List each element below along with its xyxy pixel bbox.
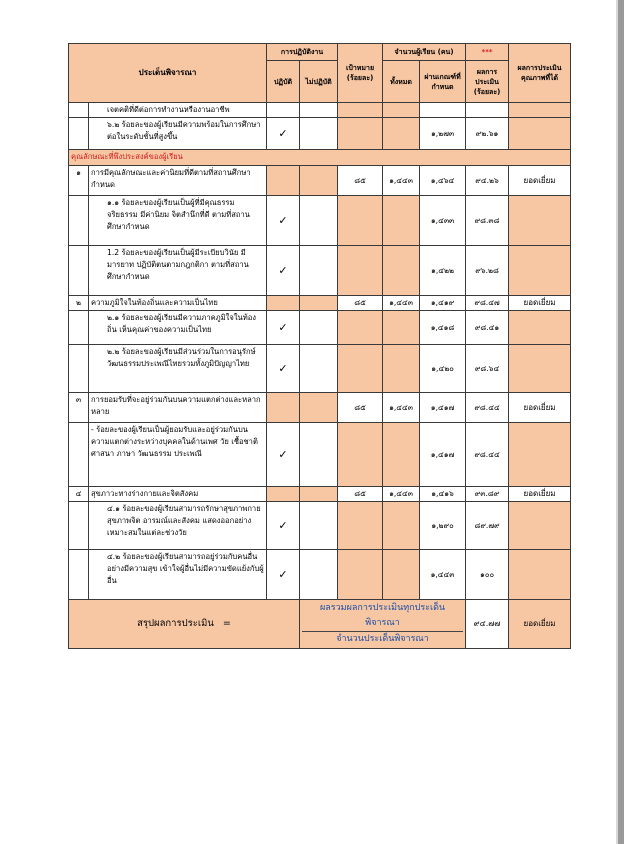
section-title: คุณลักษณะที่พึงประสงค์ของผู้เรียน: [69, 150, 571, 166]
criteria-text: 1.2 ร้อยละของผู้เรียนเป็นผู้มีระเบียบวินัย มีมารยาท ปฏิบัติตนตามกฎกติกา ตามที่สถานศึกษากำหนด: [89, 246, 267, 296]
criteria-number: [69, 550, 89, 600]
header-total: ทั้งหมด: [383, 61, 420, 103]
sub-criteria-row: [69, 103, 571, 118]
total-value: ๑,๔๔๓: [383, 487, 420, 502]
criteria-text: ๒.๒ ร้อยละของผู้เรียนมีส่วนร่วมในการอนุรักษ์วัฒนธรรมประเพณีไทยรวมทั้งภูมิปัญญาไทย: [89, 345, 267, 393]
passed-value: ๑,๔๑๙: [420, 296, 466, 311]
target-value: [338, 118, 383, 150]
not-practiced-cell: [300, 311, 338, 345]
criteria-text: การมีคุณลักษณะและค่านิยมที่ดีตามที่สถานศึกษากำหนด: [89, 166, 267, 196]
sub-criteria-row: [69, 118, 571, 150]
total-value: ๑,๔๔๓: [383, 393, 420, 423]
not-practiced-cell: [300, 487, 338, 502]
sub-criteria-row: [69, 246, 571, 296]
total-value: [383, 423, 420, 487]
sub-criteria-row: [69, 345, 571, 393]
criteria-number: [69, 311, 89, 345]
criteria-number: [69, 103, 89, 118]
passed-value: ๑,๔๑๗: [420, 423, 466, 487]
criteria-number: [69, 423, 89, 487]
not-practiced-cell: [300, 118, 338, 150]
quality-value: [509, 246, 571, 296]
total-value: ๑,๔๔๓: [383, 166, 420, 196]
header-practice-group: การปฏิบัติงาน: [267, 44, 338, 61]
header-practiced: ปฏิบัติ: [267, 61, 300, 103]
practiced-cell: [267, 393, 300, 423]
practiced-check: ✓: [267, 423, 300, 487]
quality-value: ยอดเยี่ยม: [509, 487, 571, 502]
table-body: [69, 103, 571, 600]
not-practiced-cell: [300, 296, 338, 311]
summary-equals: =: [222, 618, 231, 629]
total-value: ๑,๔๔๓: [383, 296, 420, 311]
criteria-number: [69, 345, 89, 393]
evaluation-table: [68, 43, 571, 649]
practiced-check: ✓: [267, 196, 300, 246]
criteria-number: ๔: [69, 487, 89, 502]
passed-value: ๑,๔๒๒: [420, 246, 466, 296]
total-value: [383, 311, 420, 345]
practiced-check: ✓: [267, 311, 300, 345]
criteria-text: การยอมรับที่จะอยู่ร่วมกันบนความแตกต่างและหลากหลาย: [89, 393, 267, 423]
header-eval-result: ผลการประเมิน (ร้อยละ): [466, 61, 509, 103]
header-students-group: จำนวนผู้เรียน (คน): [383, 44, 466, 61]
passed-value: ๑,๔๑๗: [420, 393, 466, 423]
not-practiced-cell: [300, 345, 338, 393]
result-value: ๙๓.๘๙: [466, 487, 509, 502]
target-value: [338, 550, 383, 600]
result-value: ๙๘.๓๘: [466, 196, 509, 246]
criteria-text: สุขภาวะทางร่างกายและจิตสังคม: [89, 487, 267, 502]
quality-value: [509, 103, 571, 118]
summary-numerator: ผลรวมผลการประเมินทุกประเด็นพิจารณา: [302, 601, 463, 632]
passed-value: ๑,๒๗๓: [420, 118, 466, 150]
practiced-check: [267, 103, 300, 118]
header-stars: ***: [466, 44, 509, 61]
total-value: [383, 345, 420, 393]
header-criteria: ประเด็นพิจารณา: [69, 44, 267, 103]
result-value: ๙๖.๒๘: [466, 246, 509, 296]
summary-title-cell: [69, 600, 300, 649]
target-value: [338, 246, 383, 296]
sub-criteria-row: [69, 550, 571, 600]
result-value: [466, 103, 509, 118]
criteria-number: [69, 118, 89, 150]
not-practiced-cell: [300, 246, 338, 296]
target-value: ๘๕: [338, 166, 383, 196]
quality-value: [509, 345, 571, 393]
result-value: ๙๘.๔๔: [466, 393, 509, 423]
not-practiced-cell: [300, 166, 338, 196]
main-criteria-row: [69, 166, 571, 196]
passed-value: [420, 103, 466, 118]
sub-criteria-row: [69, 311, 571, 345]
criteria-text: เจตคติที่ดีต่อการทำงานหรืองานอาชีพ: [89, 103, 267, 118]
quality-value: [509, 196, 571, 246]
quality-value: ยอดเยี่ยม: [509, 393, 571, 423]
target-value: ๘๕: [338, 393, 383, 423]
page-edge: [618, 0, 624, 844]
practiced-cell: [267, 166, 300, 196]
total-value: [383, 246, 420, 296]
criteria-number: [69, 196, 89, 246]
total-value: [383, 196, 420, 246]
practiced-check: ✓: [267, 502, 300, 550]
not-practiced-cell: [300, 393, 338, 423]
result-value: ๙๘.๖๔: [466, 345, 509, 393]
passed-value: ๑,๔๔๓: [420, 550, 466, 600]
summary-formula: [300, 600, 466, 649]
quality-value: [509, 423, 571, 487]
sub-criteria-row: [69, 502, 571, 550]
passed-value: ๑,๔๓๓: [420, 196, 466, 246]
sub-criteria-row: [69, 423, 571, 487]
practiced-cell: [267, 296, 300, 311]
criteria-text: - ร้อยละของผู้เรียนเป็นผู้ยอมรับและอยู่ร่วมกันบนความแตกต่างระหว่างบุคคลในด้านเพศ วัย เชื้อชาติ ศาสนา ภาษา วัฒนธรรม ประเพณี: [89, 423, 267, 487]
summary-result: ๙๔.๗๗: [466, 600, 509, 649]
practiced-cell: [267, 487, 300, 502]
result-value: ๙๘.๔๔: [466, 423, 509, 487]
target-value: [338, 423, 383, 487]
header-passed: ผ่านเกณฑ์ที่กำหนด: [420, 61, 466, 103]
main-criteria-row: [69, 296, 571, 311]
quality-value: [509, 550, 571, 600]
summary-row: [69, 600, 571, 649]
quality-value: [509, 311, 571, 345]
result-value: ๙๘.๔๗: [466, 296, 509, 311]
target-value: [338, 196, 383, 246]
target-value: [338, 311, 383, 345]
sub-criteria-row: [69, 196, 571, 246]
header-target: เป้าหมาย (ร้อยละ): [338, 44, 383, 103]
total-value: [383, 103, 420, 118]
practiced-check: ✓: [267, 345, 300, 393]
criteria-text: ๑.๑ ร้อยละของผู้เรียนเป็นผู้ที่มีคุณธรรม จริยธรรม มีค่านิยม จิตสำนึกที่ดี ตามที่สถานศึกษากำหนด: [89, 196, 267, 246]
summary-quality: ยอดเยี่ยม: [509, 600, 571, 649]
criteria-text: ๖.๒ ร้อยละของผู้เรียนมีความพร้อมในการศึกษาต่อในระดับชั้นที่สูงขึ้น: [89, 118, 267, 150]
quality-value: ยอดเยี่ยม: [509, 166, 571, 196]
practiced-check: ✓: [267, 246, 300, 296]
header-not-practiced: ไม่ปฏิบัติ: [300, 61, 338, 103]
summary-title: สรุปผลการประเมิน: [137, 618, 214, 629]
criteria-number: [69, 246, 89, 296]
quality-value: ยอดเยี่ยม: [509, 296, 571, 311]
total-value: [383, 118, 420, 150]
main-criteria-row: [69, 487, 571, 502]
target-value: [338, 103, 383, 118]
passed-value: ๑,๒๙๐: [420, 502, 466, 550]
result-value: ๙๔.๒๖: [466, 166, 509, 196]
target-value: [338, 345, 383, 393]
not-practiced-cell: [300, 502, 338, 550]
target-value: ๘๕: [338, 296, 383, 311]
quality-value: [509, 502, 571, 550]
not-practiced-cell: [300, 196, 338, 246]
result-value: ๑๐๐: [466, 550, 509, 600]
passed-value: ๑,๔๑๖: [420, 487, 466, 502]
target-value: ๘๕: [338, 487, 383, 502]
not-practiced-cell: [300, 103, 338, 118]
criteria-text: ๔.๑ ร้อยละของผู้เรียนสามารถรักษาสุขภาพกาย สุขภาพจิต อารมณ์และสังคม แสดงออกอย่างเหมาะสมในแต่ละช่วงวัย: [89, 502, 267, 550]
criteria-text: ๒.๑ ร้อยละของผู้เรียนมีความภาคภูมิใจในท้องถิ่น เห็นคุณค่าของความเป็นไทย: [89, 311, 267, 345]
result-value: ๙๘.๔๑: [466, 311, 509, 345]
practiced-check: ✓: [267, 550, 300, 600]
criteria-number: ๑: [69, 166, 89, 196]
target-value: [338, 502, 383, 550]
section-row: [69, 150, 571, 166]
practiced-check: ✓: [267, 118, 300, 150]
criteria-number: ๒: [69, 296, 89, 311]
quality-value: [509, 118, 571, 150]
criteria-number: [69, 502, 89, 550]
not-practiced-cell: [300, 550, 338, 600]
result-value: ๙๒.๖๑: [466, 118, 509, 150]
criteria-text: ความภูมิใจในท้องถิ่นและความเป็นไทย: [89, 296, 267, 311]
criteria-number: ๓: [69, 393, 89, 423]
summary-denominator: จำนวนประเด็นพิจารณา: [336, 634, 429, 644]
total-value: [383, 550, 420, 600]
criteria-text: ๔.๒ ร้อยละของผู้เรียนสามารถอยู่ร่วมกับคนอื่นอย่างมีความสุข เข้าใจผู้อื่นไม่มีความขัดแย้งกับผู้อื่น: [89, 550, 267, 600]
header-quality: ผลการประเมินคุณภาพที่ได้: [509, 44, 571, 103]
result-value: ๘๙.๗๙: [466, 502, 509, 550]
passed-value: ๑,๔๖๔: [420, 166, 466, 196]
not-practiced-cell: [300, 423, 338, 487]
total-value: [383, 502, 420, 550]
main-criteria-row: [69, 393, 571, 423]
passed-value: ๑,๔๑๘: [420, 311, 466, 345]
passed-value: ๑,๔๒๐: [420, 345, 466, 393]
